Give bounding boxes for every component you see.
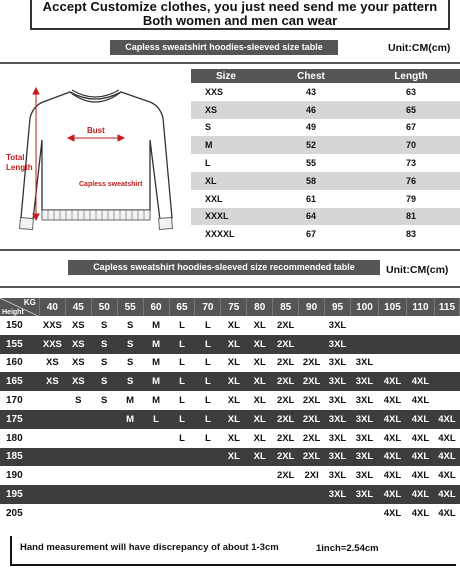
weight-header-cell: 65 [169,298,195,316]
recommended-size-cell: 4XL [378,372,406,391]
recommended-size-cell: XL [221,372,247,391]
recommended-size-cell: XL [247,335,273,354]
recommended-size-cell [195,448,221,467]
recommended-size-cell [221,466,247,485]
length-cell: 67 [361,119,460,137]
recommended-size-cell: M [143,372,169,391]
recommended-size-cell: XL [221,354,247,373]
recommended-size-cell: S [91,316,117,335]
recommended-size-cell: S [91,372,117,391]
weight-header-cell: 110 [406,298,434,316]
recommended-size-cell [299,316,325,335]
recommended-size-cell: M [143,335,169,354]
recommended-size-cell [91,485,117,504]
height-row [0,429,460,448]
size-table-row [191,119,460,137]
recommended-size-cell [434,335,459,354]
recommended-size-cell [406,354,434,373]
length-column-header: Length [361,69,460,83]
recommended-size-cell: 4XL [378,448,406,467]
recommended-size-cell: 4XL [406,391,434,410]
recommended-size-cell [91,466,117,485]
recommended-size-cell: 4XL [378,410,406,429]
recommended-size-cell [299,504,325,523]
recommended-size-cell [434,391,459,410]
recommended-size-cell: 3XL [325,466,351,485]
recommended-size-cell: 4XL [406,448,434,467]
footer-note [10,536,456,566]
size-cell: M [191,136,261,154]
recommended-size-cell [247,485,273,504]
size-cell: XXXXL [191,225,261,243]
recommended-size-cell: M [117,391,143,410]
recommended-size-cell: S [117,335,143,354]
size-cell: L [191,154,261,172]
recommended-size-cell: 4XL [378,391,406,410]
recommended-size-cell: XL [247,448,273,467]
footer-bottom-bar [10,564,456,566]
chest-cell: 58 [261,172,361,190]
recommended-size-cell [143,504,169,523]
chest-cell: 43 [261,83,361,101]
recommended-size-cell: L [169,354,195,373]
header-line-2: Both women and men can wear [142,13,338,28]
recommended-size-cell [117,485,143,504]
recommended-size-cell: XL [247,391,273,410]
recommended-size-cell: 3XL [325,335,351,354]
recommended-size-cell [39,410,65,429]
header-box [30,0,450,30]
recommended-size-cell [169,466,195,485]
height-row [0,485,460,504]
recommended-size-cell: 4XL [434,410,459,429]
height-cell: 160 [0,354,39,373]
recommended-size-cell: 3XL [325,410,351,429]
recommended-size-cell: 2XI [299,466,325,485]
recommended-size-cell: XS [65,372,91,391]
height-cell: 165 [0,372,39,391]
weight-header-row [0,298,460,316]
recommended-size-cell [350,504,378,523]
size-table-title: Capless sweatshirt hoodies-sleeved size table [110,40,338,55]
recommended-size-cell [325,504,351,523]
recommended-size-cell: 4XL [378,466,406,485]
recommended-size-cell [350,316,378,335]
recommended-size-cell [91,410,117,429]
recommended-size-cell: XS [65,316,91,335]
recommended-size-cell: XS [39,354,65,373]
recommended-size-cell [91,504,117,523]
recommended-size-cell [91,448,117,467]
height-row [0,410,460,429]
recommended-size-cell: S [91,335,117,354]
recommended-size-cell [65,410,91,429]
recommended-size-cell: 3XL [325,391,351,410]
recommended-size-cell [65,485,91,504]
recommended-size-cell: 4XL [378,504,406,523]
recommended-size-cell [273,485,299,504]
recommended-size-cell [91,429,117,448]
recommended-size-cell: L [169,335,195,354]
height-cell: 205 [0,504,39,523]
recommended-size-cell [169,448,195,467]
size-table-header [191,69,460,83]
height-row [0,448,460,467]
weight-header-cell: 45 [65,298,91,316]
recommended-size-cell: L [169,429,195,448]
recommended-size-cell: 3XL [325,316,351,335]
recommended-size-cell: 3XL [350,354,378,373]
size-table-row [191,172,460,190]
recommended-size-cell [143,448,169,467]
recommended-size-cell: 3XL [350,429,378,448]
recommended-table-title: Capless sweatshirt hoodies-sleeved size recommended table [68,260,380,275]
recommended-size-cell: 2XL [273,391,299,410]
header-line-1: Accept Customize clothes, you just need send me your pattern [42,0,438,14]
recommended-size-cell [247,504,273,523]
weight-header-cell: 115 [434,298,459,316]
size-table-row [191,101,460,119]
height-cell: 175 [0,410,39,429]
size-table-row [191,208,460,226]
recommended-size-cell: 2XL [299,372,325,391]
size-column-header: Size [191,69,261,83]
chest-cell: 49 [261,119,361,137]
length-cell: 79 [361,190,460,208]
recommended-size-cell [39,448,65,467]
recommended-size-cell: L [195,429,221,448]
recommended-size-cell: 3XL [350,391,378,410]
height-row [0,391,460,410]
chest-cell: 55 [261,154,361,172]
recommended-size-cell: L [195,354,221,373]
recommended-size-cell: XL [247,410,273,429]
recommended-size-cell: XL [247,354,273,373]
weight-header-cell: 60 [143,298,169,316]
recommended-size-cell: XL [221,448,247,467]
recommended-size-cell: M [143,316,169,335]
recommended-size-cell [378,335,406,354]
recommended-size-cell: 4XL [406,466,434,485]
recommended-size-cell: 2XL [299,391,325,410]
bust-label: Bust [87,126,105,135]
chest-cell: 61 [261,190,361,208]
recommended-size-cell: 3XL [350,372,378,391]
recommended-size-cell: 4XL [406,504,434,523]
recommended-size-cell: M [143,354,169,373]
recommended-size-cell [65,504,91,523]
recommended-size-cell [169,504,195,523]
recommended-size-cell: 3XL [325,485,351,504]
recommended-size-cell [350,335,378,354]
recommended-size-cell [117,448,143,467]
recommended-size-cell: S [91,354,117,373]
height-row [0,504,460,523]
recommended-size-cell [65,429,91,448]
recommended-size-cell: XL [247,372,273,391]
recommended-size-cell [221,485,247,504]
size-table-row [191,225,460,243]
recommended-size-cell: 2XL [299,429,325,448]
recommended-size-cell: 3XL [325,372,351,391]
recommended-size-cell: 2XL [299,354,325,373]
recommended-size-cell: 3XL [325,429,351,448]
recommended-size-cell: XL [221,429,247,448]
recommended-size-cell [117,466,143,485]
recommended-size-cell [39,429,65,448]
length-cell: 81 [361,208,460,226]
weight-header-cell: 40 [39,298,65,316]
size-table-unit: Unit:CM(cm) [388,42,451,54]
weight-header-cell: 75 [221,298,247,316]
size-table-row [191,190,460,208]
length-cell: 63 [361,83,460,101]
height-cell: 155 [0,335,39,354]
recommended-size-cell [117,429,143,448]
recommended-size-cell [65,466,91,485]
weight-header-cell: 50 [91,298,117,316]
weight-header-cell: 105 [378,298,406,316]
recommended-size-cell [434,316,459,335]
recommended-size-cell: XL [221,410,247,429]
chest-cell: 64 [261,208,361,226]
recommended-size-cell: L [169,391,195,410]
recommended-size-cell [65,448,91,467]
recommended-size-cell: 4XL [406,372,434,391]
height-cell: 190 [0,466,39,485]
length-cell: 83 [361,225,460,243]
measurement-discrepancy-note: Hand measurement will have discrepancy of about 1-3cm [20,542,279,553]
recommended-size-cell: 4XL [406,410,434,429]
size-cell: XXL [191,190,261,208]
recommended-size-cell [195,485,221,504]
recommended-size-cell: 2XL [273,335,299,354]
size-cell: XXXL [191,208,261,226]
recommended-size-cell [378,316,406,335]
size-cell: XS [191,101,261,119]
size-table [191,69,460,243]
recommended-size-cell [143,485,169,504]
chest-cell: 52 [261,136,361,154]
recommended-size-cell: 4XL [406,429,434,448]
recommended-size-cell [143,466,169,485]
recommended-size-cell: 4XL [434,448,459,467]
recommended-size-cell: 2XL [299,410,325,429]
recommended-size-cell [434,354,459,373]
recommended-size-cell: 2XL [273,429,299,448]
recommended-size-cell: XXS [39,335,65,354]
recommended-size-cell [195,504,221,523]
recommended-size-cell [273,504,299,523]
recommended-size-cell: 3XL [350,466,378,485]
recommended-size-cell [247,466,273,485]
recommended-size-cell: 3XL [350,448,378,467]
height-cell: 150 [0,316,39,335]
recommended-size-cell [39,466,65,485]
sweatshirt-diagram [0,78,190,258]
size-cell: S [191,119,261,137]
chest-cell: 46 [261,101,361,119]
recommended-size-cell [434,372,459,391]
size-cell: XL [191,172,261,190]
recommended-size-cell: L [195,372,221,391]
height-cell: 195 [0,485,39,504]
recommended-size-cell: XS [39,372,65,391]
recommended-size-cell: 2XL [273,466,299,485]
size-table-row [191,154,460,172]
kg-label: KG [23,298,36,307]
inch-conversion-note: 1inch=2.54cm [316,543,379,554]
recommended-size-cell [221,504,247,523]
recommended-size-cell: XXS [39,316,65,335]
recommended-size-table [0,298,460,523]
recommended-size-cell [39,485,65,504]
chest-column-header: Chest [261,69,361,83]
recommended-size-cell: XS [65,354,91,373]
recommended-size-cell [195,466,221,485]
length-cell: 76 [361,172,460,190]
length-label-total: Total [6,153,25,162]
chest-cell: 67 [261,225,361,243]
recommended-size-cell: L [195,316,221,335]
height-cell: 185 [0,448,39,467]
recommended-size-cell: 4XL [434,429,459,448]
recommended-size-cell: L [195,391,221,410]
recommended-size-cell: 2XL [273,354,299,373]
recommended-size-cell: 4XL [406,485,434,504]
recommended-size-cell: S [65,391,91,410]
recommended-size-cell: L [169,410,195,429]
height-row [0,372,460,391]
recommended-size-cell [143,429,169,448]
weight-header-cell: 90 [299,298,325,316]
sweatshirt-outline [21,92,172,220]
recommended-size-cell: XL [221,316,247,335]
section1-divider [0,62,460,64]
recommended-size-cell: S [117,354,143,373]
table-corner-cell [0,298,39,316]
recommended-size-cell: 3XL [325,354,351,373]
recommended-size-cell [378,354,406,373]
recommended-size-cell: S [117,316,143,335]
recommended-size-cell: L [169,372,195,391]
weight-header-cell: 100 [350,298,378,316]
recommended-size-cell: XL [221,391,247,410]
recommended-size-cell: XS [65,335,91,354]
weight-header-cell: 55 [117,298,143,316]
height-label: Height [2,309,24,316]
size-table-row [191,136,460,154]
recommended-size-cell: M [143,391,169,410]
recommended-size-cell: L [143,410,169,429]
size-table-row [191,83,460,101]
recommended-table-unit: Unit:CM(cm) [386,264,449,276]
recommended-size-cell: 3XL [350,410,378,429]
length-cell: 65 [361,101,460,119]
recommended-size-cell: 2XL [273,410,299,429]
height-row [0,354,460,373]
weight-header-cell: 80 [247,298,273,316]
height-cell: 170 [0,391,39,410]
recommended-size-cell [299,335,325,354]
recommended-size-cell [169,485,195,504]
recommended-size-cell: S [91,391,117,410]
length-cell: 70 [361,136,460,154]
recommended-size-cell: 4XL [378,485,406,504]
weight-header-cell: 85 [273,298,299,316]
recommended-size-cell: S [117,372,143,391]
recommended-size-cell: XL [247,429,273,448]
recommended-size-cell: 4XL [378,429,406,448]
recommended-size-cell: 3XL [325,448,351,467]
recommended-size-cell [117,504,143,523]
height-cell: 180 [0,429,39,448]
recommended-size-cell: 2XL [273,448,299,467]
height-row [0,335,460,354]
section3-divider [0,286,460,288]
length-label-length: Length [6,163,33,172]
recommended-size-cell [406,316,434,335]
shirt-type-label: Capless sweatshirt [79,181,143,188]
section2-divider [0,249,460,251]
recommended-size-cell: L [169,316,195,335]
recommended-size-cell: L [195,335,221,354]
recommended-size-cell [299,485,325,504]
recommended-size-cell: 2XL [273,372,299,391]
footer-left-bar [10,536,12,566]
recommended-size-cell [39,391,65,410]
weight-header-cell: 95 [325,298,351,316]
recommended-size-cell: 4XL [434,504,459,523]
recommended-size-cell [406,335,434,354]
recommended-size-cell: 4XL [434,466,459,485]
recommended-size-cell: 2XL [299,448,325,467]
recommended-size-cell: L [195,410,221,429]
recommended-size-cell: M [117,410,143,429]
size-cell: XXS [191,83,261,101]
recommended-size-cell [39,504,65,523]
height-row [0,466,460,485]
weight-header-cell: 70 [195,298,221,316]
recommended-size-cell: 3XL [350,485,378,504]
recommended-size-cell: XL [247,316,273,335]
recommended-size-cell: 4XL [434,485,459,504]
recommended-size-cell: XL [221,335,247,354]
length-cell: 73 [361,154,460,172]
height-row [0,316,460,335]
recommended-size-cell: 2XL [273,316,299,335]
